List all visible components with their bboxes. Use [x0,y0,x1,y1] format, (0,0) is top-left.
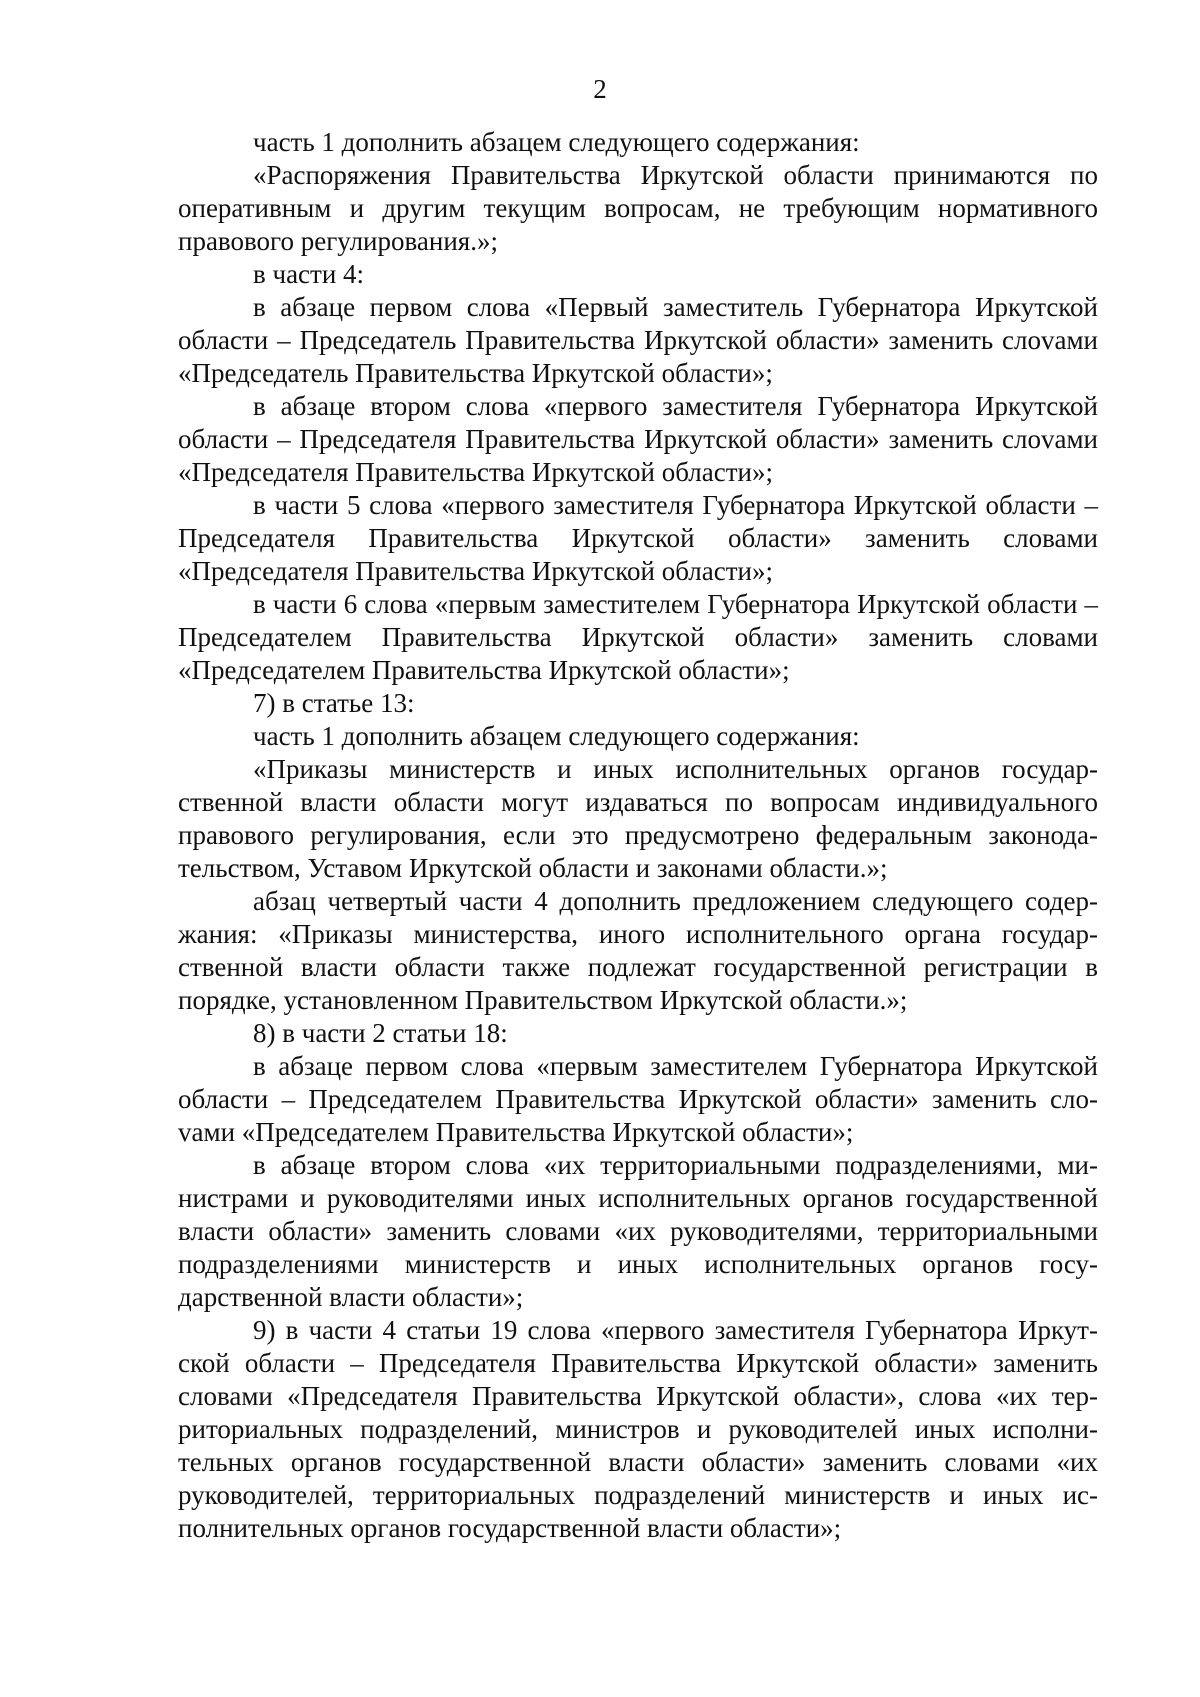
paragraph: 8) в части 2 статьи 18: [253,1018,508,1048]
page-number: 2 [593,74,607,104]
paragraph: 7) в статье 13: [253,688,415,718]
paragraph: «Распоряжения Правительства Иркутской области принимаются по оперативным и другим текущим вопросам, не требующим нормативного правового регулирования.»; [178,160,1098,256]
paragraph: абзац четвертый части 4 дополнить предложением следующего содержания: «Приказы министерства, иного исполнительного органа государственной власти области также подлежат государственной регистрации в порядке, установленном Правительством Иркутской области.»; [178,886,1098,1015]
paragraph: в абзаце втором слова «первого заместителя Губернатора Иркутской области – Председателя Правительства Иркутской области» заменить слоvами «Председателя Правительства Иркутской области»; [178,391,1098,487]
paragraph: в абзаце первом слова «первым заместителем Губернатора Иркутской области – Председателем Правительства Иркутской области» заменить слоvами «Председателем Правительства Иркутской области»; [178,1051,1098,1147]
document-body [178,126,1098,1545]
paragraph: часть 1 дополнить абзацем следующего содержания: [253,127,860,157]
paragraph: часть 1 дополнить абзацем следующего содержания: [253,721,860,751]
paragraph: в абзаце втором слова «их территориальными подразделениями, министрами и руководителями иных исполнительных органов государственной власти области» заменить словами «их руководителями, территориальными подразделениями министерств и иных исполнительных органов государственной власти области»; [178,1150,1098,1312]
paragraph: в части 6 слова «первым заместителем Губернатора Иркутской области – Председателем Правительства Иркутской области» заменить словами «Председателем Правительства Иркутской области»; [178,589,1098,685]
paragraph: в части 4: [253,259,365,289]
paragraph: в части 5 слова «первого заместителя Губернатора Иркутской области – Председателя Правительства Иркутской области» заменить словами «Председателя Правительства Иркутской области»; [178,490,1098,586]
paragraph: «Приказы министерств и иных исполнительных органов государственной власти области могут издаваться по вопросам индивидуального правового регулирования, если это предусмотрено федеральным законодательством, Уставом Иркутской области и законами области.»; [178,754,1098,883]
paragraph: 9) в части 4 статьи 19 слова «первого заместителя Губернатора Иркутской области – Председателя Правительства Иркутской области» заменить словами «Председателя Правительства Иркутской области», слова «их территориальных подразделений, министров и руководителей иных исполнительных органов государственной власти области» заменить словами «их руководителей, территориальных подразделений министерств и иных исполнительных органов государственной власти области»; [178,1315,1098,1543]
paragraph: в абзаце первом слова «Первый заместитель Губернатора Иркутской области – Председатель Правительства Иркутской области» заменить слоvами «Председатель Правительства Иркутской области»; [178,292,1098,388]
